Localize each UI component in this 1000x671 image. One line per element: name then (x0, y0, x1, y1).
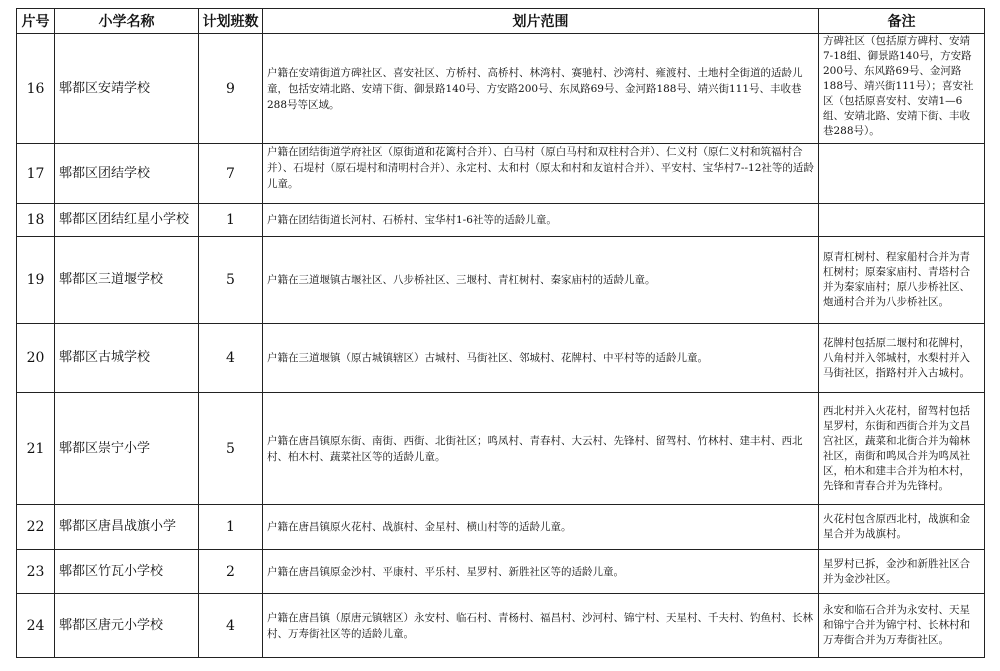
header-plan: 计划班数 (199, 9, 263, 34)
row-note: 原青杠树村、程家船村合并为青杠树村；原秦家庙村、青塔村合并为秦家庙村；原八步桥社区、炮通村合并为八步桥社区。 (819, 237, 985, 324)
table-row (17, 237, 985, 324)
row-note (819, 144, 985, 204)
header-note: 备注 (819, 9, 985, 34)
row-note: 火花村包含原西北村，战旗和金星合并为战旗村。 (819, 505, 985, 550)
row-note (819, 204, 985, 237)
row-school-name: 郫都区安靖学校 (55, 34, 199, 144)
table-row (17, 34, 985, 144)
table-row (17, 144, 985, 204)
row-plan-classes: 5 (199, 393, 263, 505)
header-range: 划片范围 (263, 9, 819, 34)
row-num: 17 (17, 144, 55, 204)
header-name: 小学名称 (55, 9, 199, 34)
row-num: 18 (17, 204, 55, 237)
row-district-range: 户籍在唐昌镇原东街、南街、西街、北街社区；鸣凤村、青春村、大云村、先锋村、留驾村、竹林村、建丰村、西北村、柏木村、蔬菜社区等的适龄儿童。 (263, 393, 819, 505)
table-row (17, 204, 985, 237)
row-school-name: 郫都区崇宁小学 (55, 393, 199, 505)
row-school-name: 郫都区古城学校 (55, 324, 199, 393)
table-row (17, 594, 985, 658)
row-district-range: 户籍在安靖街道方碑社区、喜安社区、方桥村、高桥村、林湾村、赛驰村、沙湾村、雍渡村、土地村全街道的适龄儿童，包括安靖北路、安靖下街、御景路140号、方安路200号、东凤路69号、金河路188号、靖兴街111号、丰收巷288号等区域。 (263, 34, 819, 144)
table-row (17, 324, 985, 393)
row-plan-classes: 4 (199, 594, 263, 658)
table-row (17, 393, 985, 505)
row-school-name: 郫都区唐元小学校 (55, 594, 199, 658)
header-row (17, 9, 985, 34)
row-district-range: 户籍在唐昌镇（原唐元镇辖区）永安村、临石村、青杨村、福昌村、沙河村、锦宁村、天星村、千夫村、钓鱼村、长林村、万寿街社区等的适龄儿童。 (263, 594, 819, 658)
row-district-range: 户籍在团结街道长河村、石桥村、宝华村1-6社等的适龄儿童。 (263, 204, 819, 237)
row-num: 21 (17, 393, 55, 505)
row-school-name: 郫都区三道堰学校 (55, 237, 199, 324)
row-note: 方碑社区（包括原方碑村、安靖7-18组、御景路140号，方安路200号、东风路69号、金河路188号、靖兴街111号）；喜安社区（包括原喜安村、安靖1—6组、安靖北路、安靖下街、丰收巷288号）。 (819, 34, 985, 144)
row-district-range: 户籍在三道堰镇（原古城镇辖区）古城村、马街社区、邻城村、花牌村、中平村等的适龄儿童。 (263, 324, 819, 393)
row-plan-classes: 2 (199, 550, 263, 594)
row-plan-classes: 1 (199, 505, 263, 550)
row-num: 24 (17, 594, 55, 658)
row-school-name: 郫都区唐昌战旗小学 (55, 505, 199, 550)
row-plan-classes: 7 (199, 144, 263, 204)
row-school-name: 郫都区团结红星小学校 (55, 204, 199, 237)
row-district-range: 户籍在团结街道学府社区（原街道和花篱村合并）、白马村（原白马村和双柱村合并）、仁义村（原仁义村和筑福村合并）、石堤村（原石堤村和清明村合并）、永定村、太和村（原太和村和友谊村合并）、平安村、宝华村7--12社等的适龄儿童。 (263, 144, 819, 204)
row-district-range: 户籍在三道堰镇古堰社区、八步桥社区、三堰村、青杠树村、秦家庙村的适龄儿童。 (263, 237, 819, 324)
row-num: 16 (17, 34, 55, 144)
row-note: 西北村并入火花村，留驾村包括星罗村，东街和西街合并为文昌宫社区，蔬菜和北街合并为翰林社区，南街和鸣凤合并为鸣凤社区，柏木和建丰合并为柏木村，先锋和青春合并为先锋村。 (819, 393, 985, 505)
row-district-range: 户籍在唐昌镇原火花村、战旗村、金星村、横山村等的适龄儿童。 (263, 505, 819, 550)
row-district-range: 户籍在唐昌镇原金沙村、平康村、平乐村、星罗村、新胜社区等的适龄儿童。 (263, 550, 819, 594)
row-note: 永安和临石合并为永安村、天星和锦宁合并为锦宁村、长林村和万寿街合并为万寿街社区。 (819, 594, 985, 658)
row-num: 20 (17, 324, 55, 393)
row-note: 星罗村已拆，金沙和新胜社区合并为金沙社区。 (819, 550, 985, 594)
header-num: 片号 (17, 9, 55, 34)
row-school-name: 郫都区竹瓦小学校 (55, 550, 199, 594)
row-num: 19 (17, 237, 55, 324)
row-plan-classes: 5 (199, 237, 263, 324)
row-num: 22 (17, 505, 55, 550)
table-row (17, 550, 985, 594)
school-district-table (16, 8, 985, 658)
row-num: 23 (17, 550, 55, 594)
table-row (17, 505, 985, 550)
row-plan-classes: 9 (199, 34, 263, 144)
row-plan-classes: 4 (199, 324, 263, 393)
row-school-name: 郫都区团结学校 (55, 144, 199, 204)
row-plan-classes: 1 (199, 204, 263, 237)
row-note: 花牌村包括原二堰村和花牌村，八角村并入邻城村，水梨村并入马街社区，指路村并入古城村。 (819, 324, 985, 393)
